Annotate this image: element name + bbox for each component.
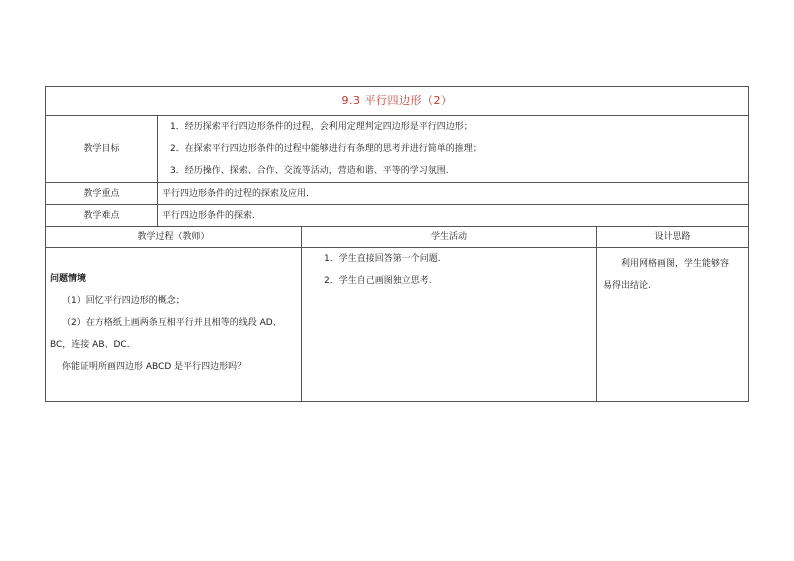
goal-item: 2．在探索平行四边形条件的过程中能够进行有条理的思考并进行简单的推理； bbox=[170, 144, 482, 154]
lesson-plan-document bbox=[45, 86, 748, 402]
problem-situation-heading: 问题情境 bbox=[50, 274, 87, 284]
process-row bbox=[46, 248, 749, 402]
lesson-plan-table bbox=[45, 86, 749, 402]
key-point-label: 教学重点 bbox=[46, 183, 158, 205]
teacher-question-2a: （2）在方格纸上画两条互相平行并且相等的线段 AD、 bbox=[62, 318, 282, 328]
design-idea-cell bbox=[597, 248, 749, 402]
title-row bbox=[46, 87, 749, 116]
difficulty-text: 平行四边形条件的探索. bbox=[158, 205, 749, 227]
design-column-header: 设计思路 bbox=[597, 227, 749, 248]
student-column-header: 学生活动 bbox=[302, 227, 597, 248]
lesson-title: 9.3 平行四边形（2） bbox=[46, 87, 749, 116]
goal-item: 1．经历探索平行四边形条件的过程，会利用定理判定四边形是平行四边形； bbox=[170, 122, 473, 132]
goals-content bbox=[158, 116, 749, 183]
teacher-question-2b: BC，连接 AB、DC. bbox=[50, 340, 130, 350]
key-point-text: 平行四边形条件的过程的探索及应用. bbox=[158, 183, 749, 205]
goals-label: 教学目标 bbox=[46, 116, 158, 183]
column-header-row bbox=[46, 227, 749, 248]
design-text-line: 利用网格画图，学生能够容 bbox=[621, 259, 730, 269]
teacher-question-1: （1）回忆平行四边形的概念； bbox=[62, 296, 185, 306]
student-activity-item: 2．学生自己画图独立思考. bbox=[324, 276, 432, 286]
goal-item: 3．经历操作、探索、合作、交流等活动，营造和谐、平等的学习氛围. bbox=[170, 166, 449, 176]
student-activity-cell bbox=[302, 248, 597, 402]
teacher-column-header: 教学过程（教师） bbox=[46, 227, 302, 248]
key-point-row bbox=[46, 183, 749, 205]
design-text-line: 易得出结论. bbox=[603, 281, 651, 291]
difficulty-label: 教学难点 bbox=[46, 205, 158, 227]
goals-row bbox=[46, 116, 749, 183]
teacher-process-cell bbox=[46, 248, 302, 402]
student-activity-item: 1．学生直接回答第一个问题. bbox=[324, 254, 441, 264]
difficulty-row bbox=[46, 205, 749, 227]
teacher-question-3: 你能证明所画四边形 ABCD 是平行四边形吗？ bbox=[62, 362, 247, 372]
